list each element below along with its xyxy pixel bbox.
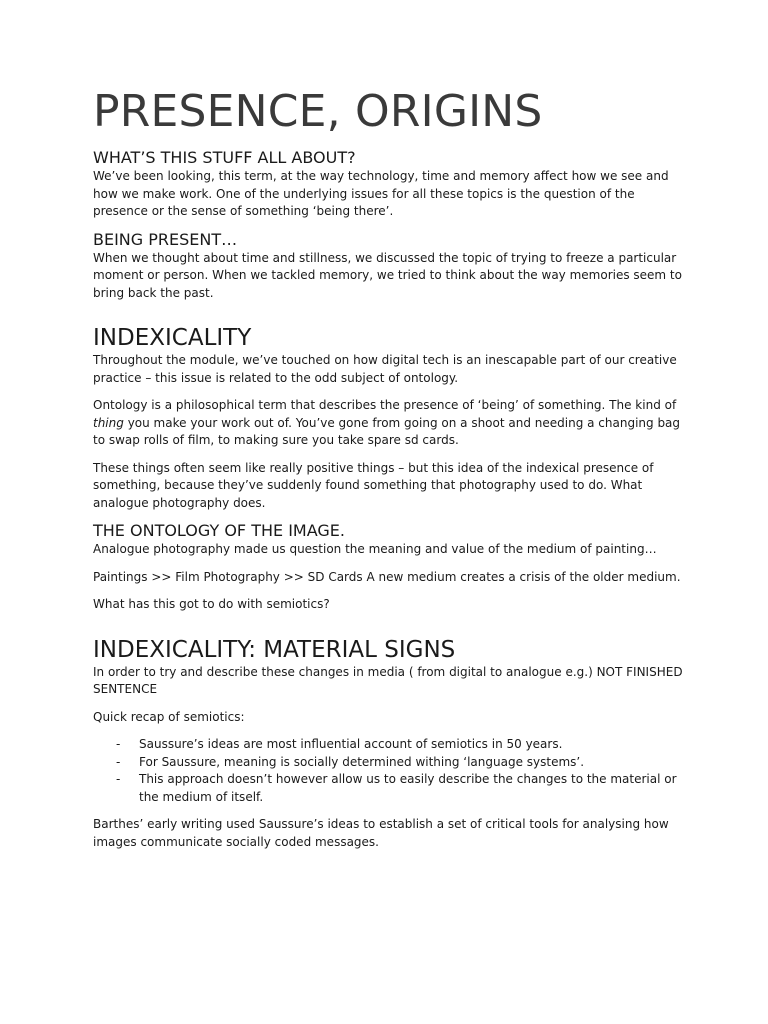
heading-material-signs: INDEXICALITY: MATERIAL SIGNS bbox=[93, 636, 456, 663]
dash-marker: - bbox=[116, 737, 121, 751]
paragraph-material-signs-1: In order to try and describe these changes in media ( from digital to analogue e.g.) NOT FINISHED SENTENCE bbox=[93, 664, 683, 696]
list-item-text: For Saussure, meaning is socially determined withing ‘language systems’. bbox=[139, 754, 585, 769]
heading-ontology: THE ONTOLOGY OF THE IMAGE. bbox=[93, 521, 345, 540]
paragraph-indexicality-2 bbox=[93, 397, 683, 450]
paragraph-ontology-3: What has this got to do with semiotics? bbox=[93, 597, 330, 611]
heading-whats-this: WHAT’S THIS STUFF ALL ABOUT? bbox=[93, 148, 356, 167]
heading-being-present: BEING PRESENT… bbox=[93, 229, 238, 249]
paragraph-indexicality-2-emphasis: thing bbox=[93, 415, 124, 430]
paragraph-being-present: When we thought about time and stillness, we discussed the topic of trying to freeze a particular moment or person. When we tackled memory, we tried to think about the way memories seem to bring back the past. bbox=[93, 250, 682, 300]
paragraph-indexicality-3: These things often seem like really positive things – but this idea of the indexical presence of something, because they’ve suddenly found something that photography used to do. What analogue photography does. bbox=[93, 460, 654, 510]
list-item bbox=[116, 754, 683, 772]
paragraph-ontology-2: Paintings >> Film Photography >> SD Cards A new medium creates a crisis of the older medium. bbox=[93, 569, 681, 584]
paragraph-ontology-1: Analogue photography made us question the meaning and value of the medium of painting… bbox=[93, 542, 657, 556]
list-item-text: This approach doesn’t however allow us to easily describe the changes to the material or the medium of itself. bbox=[139, 772, 677, 804]
paragraph-indexicality-1: Throughout the module, we’ve touched on how digital tech is an inescapable part of our creative practice – this issue is related to the odd subject of ontology. bbox=[93, 353, 677, 385]
paragraph-whats-this: We’ve been looking, this term, at the way technology, time and memory affect how we see and how we make work. One of the underlying issues for all these topics is the question of the presence or the sense of something ‘being there’. bbox=[93, 169, 669, 218]
paragraph-material-signs-2: Quick recap of semiotics: bbox=[93, 709, 245, 724]
paragraph-indexicality-2-part-a: Ontology is a philosophical term that describes the presence of ‘being’ of something. The kind of bbox=[93, 398, 677, 412]
dash-marker: - bbox=[116, 754, 121, 769]
paragraph-material-signs-3: Barthes’ early writing used Saussure’s ideas to establish a set of critical tools for analysing how images communicate socially coded messages. bbox=[93, 817, 669, 849]
list-item bbox=[116, 771, 683, 806]
paragraph-indexicality-2-part-b: you make your work out of. You’ve gone from going on a shoot and needing a changing bag to swap rolls of film, to making sure you take spare sd cards. bbox=[93, 415, 681, 447]
document-page bbox=[93, 84, 683, 851]
list-item bbox=[116, 736, 683, 754]
dash-marker: - bbox=[116, 772, 121, 786]
heading-indexicality: INDEXICALITY bbox=[93, 325, 252, 351]
semiotics-list bbox=[93, 736, 683, 806]
list-item-text: Saussure’s ideas are most influential account of semiotics in 50 years. bbox=[139, 737, 563, 751]
document-title: PRESENCE, ORIGINS bbox=[93, 86, 543, 137]
